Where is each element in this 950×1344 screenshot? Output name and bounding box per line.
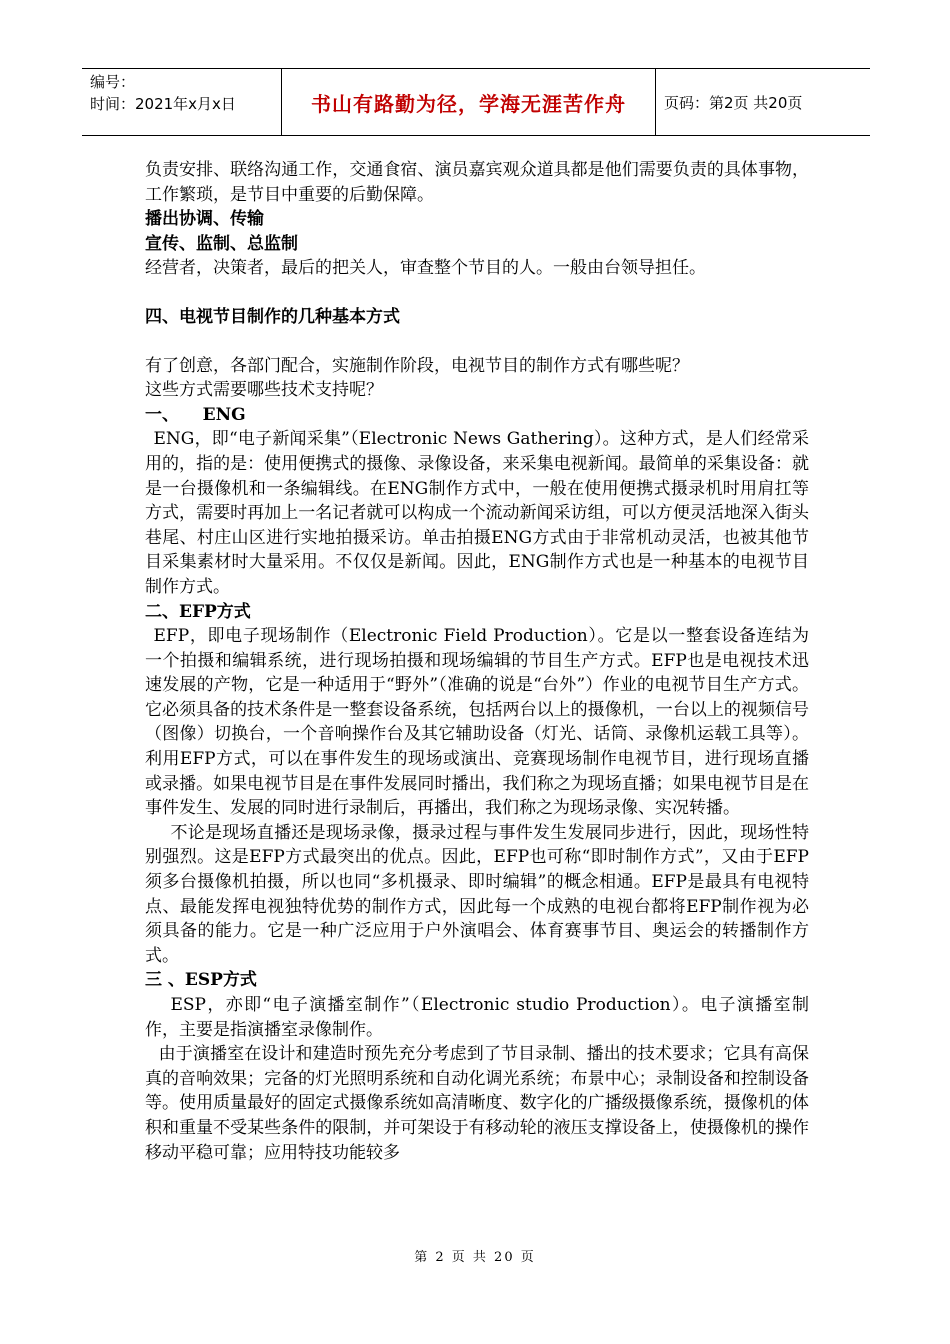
header-page-number: 页码：第2页 共20页 bbox=[664, 93, 803, 112]
header-motto: 书山有路勤为径，学海无涯苦作舟 bbox=[282, 69, 656, 135]
paragraph-eng: ENG，即“电子新闻采集”（Electronic News Gathering）。这种方式，是人们经常采用的，指的是：使用便携式的摄像、录像设备，来采集电视新闻。最简单的采集设备：就是一台摄像机和一条编辑线。在ENG制作方式中，一般在使用便携式摄录机时用肩扛等方式，需要时再加上一名记者就可以构成一个流动新闻采访组，可以方便灵活地深入街头巷尾、村庄山区进行实地拍摄采访。单击拍摄ENG方式由于非常机动灵活，也被其他节目采集素材时大量采用。不仅仅是新闻。因此，ENG制作方式也是一种基本的电视节目制作方式。 bbox=[145, 429, 809, 597]
page-header bbox=[82, 68, 870, 136]
document-time-label: 时间：2021年x月x日 bbox=[90, 95, 236, 113]
paragraph-logistics: 负责安排、联络沟通工作，交通食宿、演员嘉宾观众道具都是他们需要负责的具体事物，工作繁琐，是节目中重要的后勤保障。 bbox=[145, 160, 809, 205]
paragraph-efp-1: EFP，即电子现场制作（Electronic Field Production）。它是以一整套设备连结为一个拍摄和编辑系统，进行现场拍摄和现场编辑的节目生产方式。EFP也是电视技术迅速发展的产物，它是一种适用于“野外”（准确的说是“台外”）作业的电视节目生产方式。它必须具备的技术条件是一整套设备系统，包括两台以上的摄像机，一台以上的视频信号（图像）切换台，一个音响操作台及其它辅助设备（灯光、话筒、录像机运载工具等）。 利用EFP方式，可以在事件发生的现场或演出、竞赛现场制作电视节目，进行现场直播或录播。如果电视节目是在事件发展同时播出，我们称之为现场直播；如果电视节目是在事件发生、发展的同时进行录制后，再播出，我们称之为现场录像、实况转播。 bbox=[145, 626, 809, 819]
document-number-label: 编号： bbox=[90, 73, 136, 91]
paragraph-supervisor-role: 经营者，决策者，最后的把关人，审查整个节目的人。一般由台领导担任。 bbox=[145, 258, 706, 279]
heading-efp: 二、EFP方式 bbox=[145, 601, 251, 622]
section-heading-production-methods: 四、电视节目制作的几种基本方式 bbox=[145, 306, 400, 327]
paragraph-efp-2: 不论是现场直播还是现场录像，摄录过程与事件发生发展同步进行，因此，现场性特别强烈。这是EFP方式最突出的优点。因此，EFP也可称“即时制作方式”，又由于EFP须多台摄像机拍摄，所以也同“多机摄录、即时编辑”的概念相通。EFP是最具有电视特点、最能发挥电视独特优势的制作方式，因此每一个成熟的电视台都将EFP制作视为必须具备的能力。它是一种广泛应用于户外演唱会、体育赛事节目、奥运会的转播制作方式。 bbox=[145, 822, 809, 966]
document-body bbox=[145, 158, 809, 1165]
paragraph-intro-question-1: 有了创意，各部门配合，实施制作阶段，电视节目的制作方式有哪些呢？ bbox=[145, 355, 689, 376]
heading-promotion-supervision: 宣传、监制、总监制 bbox=[145, 233, 298, 254]
paragraph-esp-1: ESP，亦即“电子演播室制作”（Electronic studio Production）。电子演播室制作，主要是指演播室录像制作。 bbox=[145, 995, 809, 1040]
heading-broadcast-coordination: 播出协调、传输 bbox=[145, 209, 264, 230]
heading-eng: 一、 ENG bbox=[145, 404, 246, 425]
page-footer: 第 2 页 共 20 页 bbox=[414, 1250, 536, 1265]
paragraph-intro-question-2: 这些方式需要哪些技术支持呢？ bbox=[145, 380, 383, 401]
paragraph-esp-2: 由于演播室在设计和建造时预先充分考虑到了节目录制、播出的技术要求；它具有高保真的音响效果；完备的灯光照明系统和自动化调光系统；布景中心；录制设备和控制设备等。使用质量最好的固定式摄像系统如高清晰度、数字化的广播级摄像系统，摄像机的体积和重量不受某些条件的限制，并可架设于有移动轮的液压支撑设备上，使摄像机的操作移动平稳可靠；应用特技功能较多 bbox=[145, 1044, 809, 1163]
header-meta bbox=[82, 69, 282, 135]
heading-esp: 三 、ESP方式 bbox=[145, 970, 257, 991]
